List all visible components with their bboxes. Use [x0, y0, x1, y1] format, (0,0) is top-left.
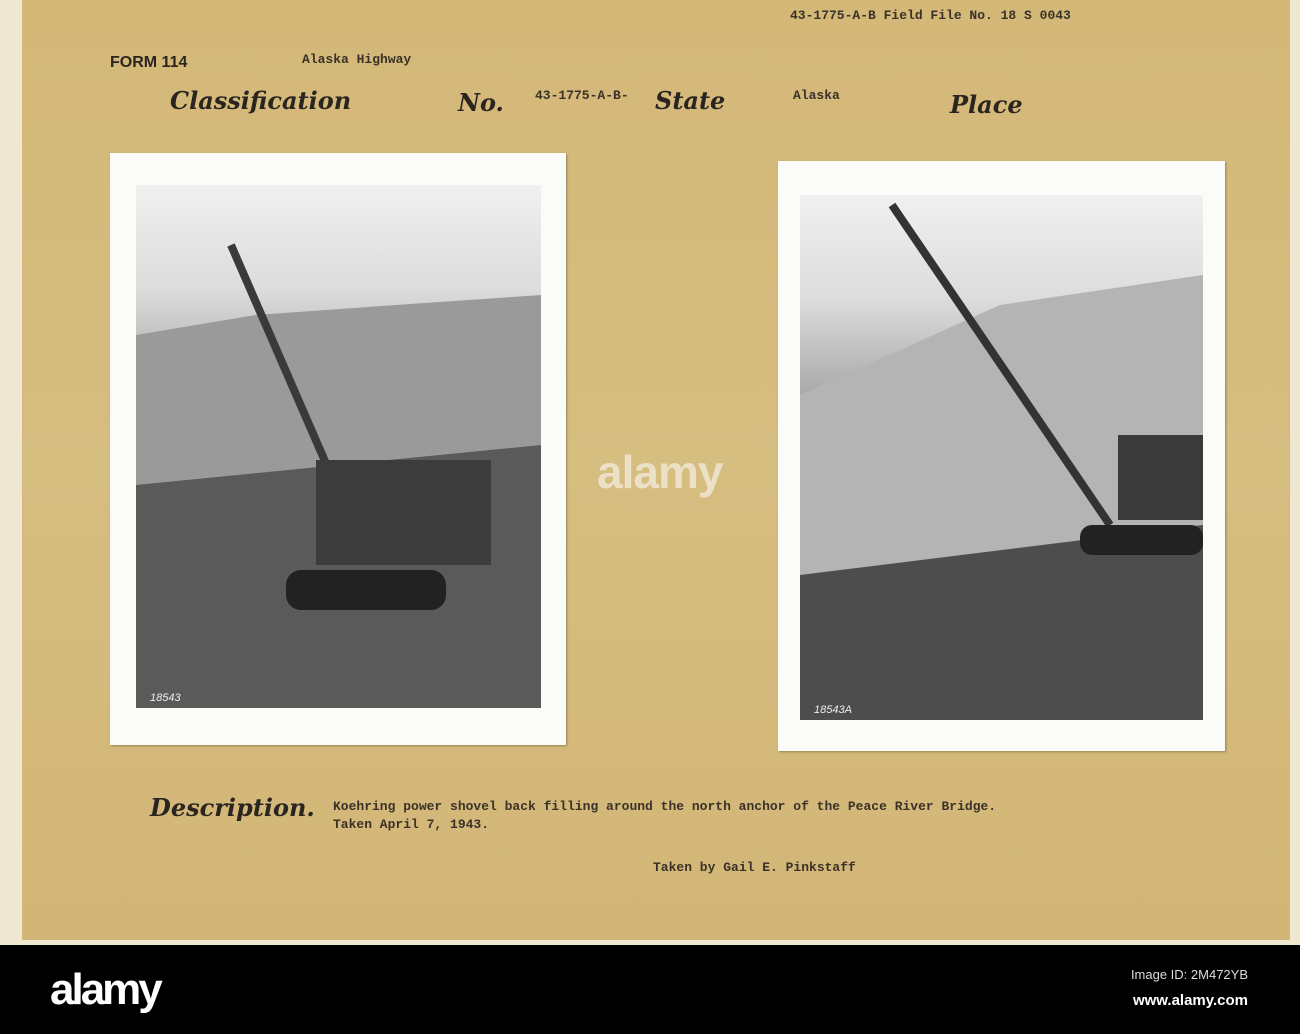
form-number: FORM 114 [110, 54, 188, 71]
classification-value: Alaska Highway [302, 52, 412, 67]
photo-power-shovel-left [136, 185, 541, 708]
field-file-number: 43-1775-A-B Field File No. 18 S 0043 [790, 8, 1071, 23]
negative-number: 18543 [150, 692, 181, 704]
description-line-1: Koehring power shovel back filling around the north anchor of the Peace River Bridge. [333, 799, 997, 814]
photo-credit: Taken by Gail E. Pinkstaff [653, 860, 856, 875]
watermark-logo: alamy [597, 446, 723, 498]
photo-mount-right [778, 161, 1225, 751]
state-label: State [655, 86, 726, 115]
photo-power-shovel-right [800, 195, 1203, 720]
place-label: Place [950, 90, 1023, 119]
negative-number: 18543A [814, 704, 852, 716]
state-value: Alaska [793, 88, 840, 103]
alamy-url[interactable]: www.alamy.com [1132, 992, 1248, 1009]
classification-label: Classification [170, 86, 352, 115]
photo-mount-left [110, 153, 566, 745]
no-value: 43-1775-A-B- [535, 88, 629, 103]
description-line-2: Taken April 7, 1943. [333, 817, 490, 832]
no-label: No. [458, 88, 504, 117]
alamy-logo: alamy [50, 965, 160, 1014]
image-id: Image ID: 2M472YB [1130, 967, 1248, 982]
description-label: Description. [150, 793, 315, 822]
